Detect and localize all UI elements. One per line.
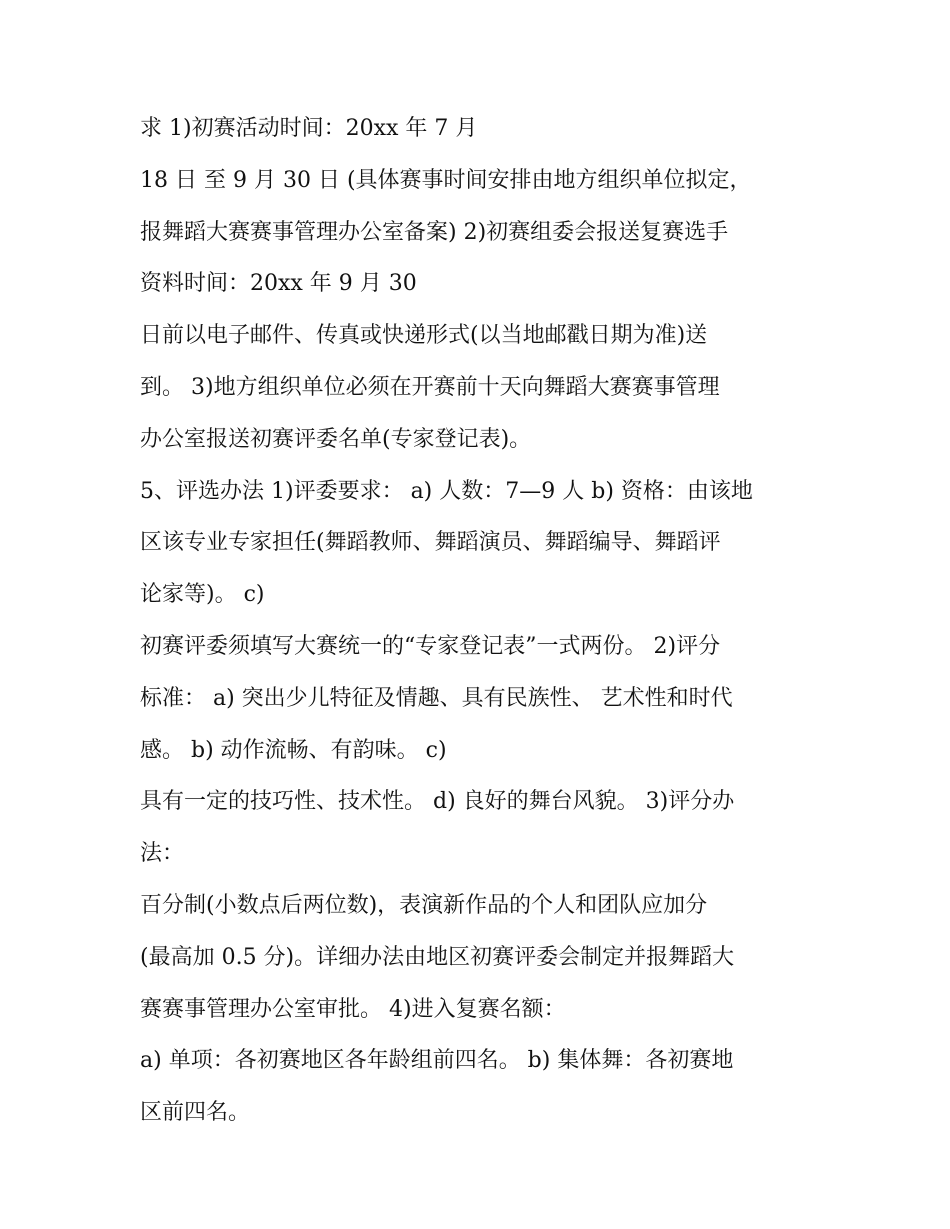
text-line: 标准： a) 突出少儿特征及情趣、具有民族性、 艺术性和时代 — [140, 685, 733, 711]
document-body — [140, 103, 820, 1139]
text-line: 日前以电子邮件、传真或快递形式(以当地邮戳日期为准)送 — [140, 323, 708, 349]
text-line: a) 单项：各初赛地区各年龄组前四名。 b) 集体舞：各初赛地 — [140, 1048, 734, 1074]
text-line: (最高加 0.5 分)。详细办法由地区初赛评委会制定并报舞蹈大 — [140, 944, 735, 970]
text-line: 到。 3)地方组织单位必须在开赛前十天向舞蹈大赛赛事管理 — [140, 374, 720, 400]
text-line: 资料时间：20xx 年 9 月 30 — [140, 271, 417, 297]
text-line: 具有一定的技巧性、技术性。 d) 良好的舞台风貌。 3)评分办 — [140, 789, 735, 815]
text-line: 办公室报送初赛评委名单(专家登记表)。 — [140, 426, 532, 452]
text-line: 感。 b) 动作流畅、有韵味。 c) — [140, 737, 447, 763]
text-line: 5、评选办法 1)评委要求： a) 人数：7—9 人 b) 资格：由该地 — [140, 478, 753, 504]
text-line: 区前四名。 — [140, 1100, 251, 1126]
text-line: 区该专业专家担任(舞蹈教师、舞蹈演员、舞蹈编导、舞蹈评 — [140, 530, 721, 556]
text-line: 初赛评委须填写大赛统一的“专家登记表”一式两份。 2)评分 — [140, 633, 721, 659]
text-line: 求 1)初赛活动时间：20xx 年 7 月 — [140, 116, 478, 141]
text-line: 百分制(小数点后两位数)，表演新作品的个人和团队应加分 — [140, 892, 708, 918]
text-line: 报舞蹈大赛赛事管理办公室备案) 2)初赛组委会报送复赛选手 — [140, 219, 729, 245]
text-line: 论家等)。 c) — [140, 582, 265, 608]
text-line: 法： — [140, 841, 185, 867]
text-line: 赛赛事管理办公室审批。 4)进入复赛名额： — [140, 996, 566, 1022]
text-line: 18 日 至 9 月 30 日 (具体赛事时间安排由地方组织单位拟定， — [140, 167, 752, 193]
